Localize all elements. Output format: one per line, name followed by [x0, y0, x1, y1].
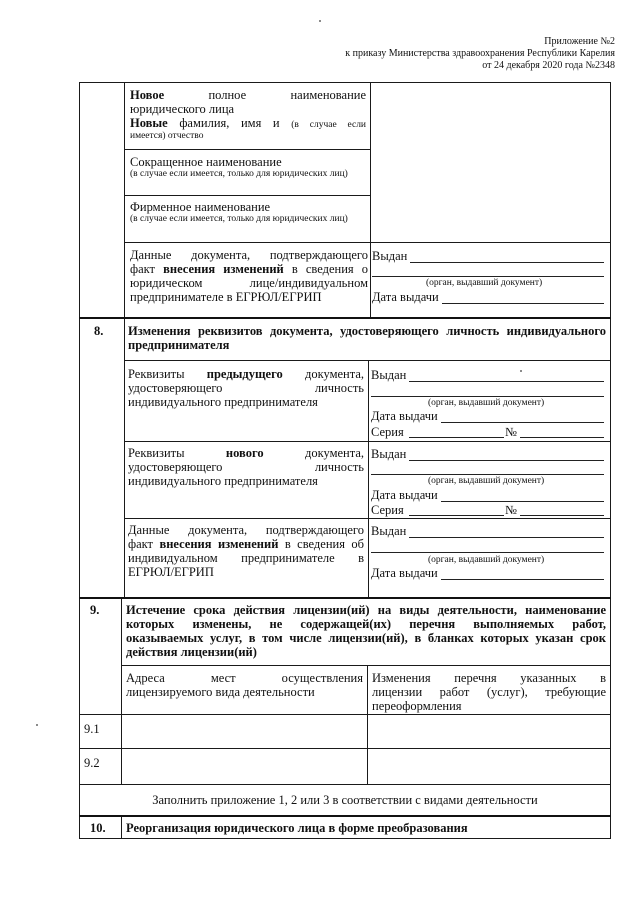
section-10-title: Реорганизация юридического лица в форме преобразования: [126, 821, 468, 835]
short-name-note: (в случае если имеется, только для юридических лиц): [130, 169, 348, 179]
s8-new-number-label: №: [505, 503, 517, 517]
scan-speck: [36, 724, 38, 726]
s8-new-number-field[interactable]: [520, 515, 604, 516]
prev-word3: документа,: [304, 367, 365, 381]
new-word3: документа,: [304, 446, 365, 460]
s7-doc-line2-bold: внесения изменений: [163, 262, 284, 276]
prev-line2-b: личность: [314, 381, 364, 395]
legal-entity-word: юридического лица: [130, 102, 235, 116]
s8-prev-issued-label: Выдан: [371, 368, 407, 382]
section-sep-10: [79, 815, 611, 817]
middle-divider-s8: [368, 360, 369, 598]
prev-line2-a: удостоверяющего: [128, 381, 223, 395]
full-word: полное: [208, 88, 247, 102]
new-line3: индивидуального предпринимателя: [128, 474, 318, 488]
prev-word1: Реквизиты: [128, 367, 185, 381]
s9-col2-d: в: [600, 671, 607, 685]
row-sep-s8-1: [124, 441, 611, 442]
section-sep-8: [79, 317, 611, 319]
s8-doc-line2-post: в сведения об: [278, 537, 364, 551]
s8-new-issuer-caption: (орган, выдавший документ): [428, 476, 545, 486]
s9-col2-h: требующие: [545, 685, 607, 699]
s8-prev-number-field[interactable]: [520, 437, 604, 438]
s7-issued-field-2[interactable]: [372, 276, 604, 277]
new-fio-bold: Новые: [130, 116, 168, 130]
s8-prev-issued-field[interactable]: [409, 381, 604, 382]
s7-doc-line2-pre: факт: [130, 262, 164, 276]
table-border-top: [79, 82, 611, 83]
s8-doc-line4: ЕГРЮЛ/ЕГРИП: [128, 565, 214, 579]
row-9-2-address-cell[interactable]: [122, 749, 366, 783]
new-line2-a: удостоверяющего: [128, 460, 223, 474]
short-name-label: [130, 155, 368, 180]
s8-doc-issued-field[interactable]: [409, 537, 604, 538]
s9-col2-a: Изменения: [372, 671, 431, 685]
scan-speck: [520, 370, 522, 372]
s9-col2-e: лицензии: [372, 685, 423, 699]
s9-col1-b: мест: [210, 671, 236, 685]
s8-doc-line3-a: индивидуальном: [128, 551, 218, 565]
s7-document-label: [130, 248, 368, 304]
s8-doc-line3-c: в: [358, 551, 365, 565]
row-sep-s8-title: [124, 360, 611, 361]
order-date: от 24 декабря 2020 года №2348: [482, 60, 615, 71]
section-sep-9: [79, 597, 611, 599]
scan-speck: [319, 20, 321, 22]
s9-title-line3: оказываемых услуг, в том числе лицензии(ий), в бланках которых указан срок: [126, 631, 606, 645]
s8-doc-issued-label: Выдан: [371, 524, 407, 538]
prev-word2: предыдущего: [206, 367, 283, 381]
s7-issued-label: Выдан: [372, 249, 408, 263]
s8-title-line1: Изменения реквизитов документа, удостоверяющего личность индивидуального: [128, 324, 606, 338]
number-column-divider-s10: [121, 816, 122, 839]
s9-col1-a: Адреса: [126, 671, 165, 685]
s8-doc-date-field[interactable]: [441, 579, 604, 580]
s9-title-line4: действия лицензии(ий): [126, 645, 257, 659]
s9-col2-line3: переоформления: [372, 699, 462, 713]
s8-doc-date-label: Дата выдачи: [371, 566, 438, 580]
brand-name-text: Фирменное наименование: [130, 200, 271, 214]
row-sep-s9-title: [121, 665, 611, 666]
s7-doc-line4: предпринимателе в ЕГРЮЛ/ЕГРИП: [130, 290, 322, 304]
s8-new-date-label: Дата выдачи: [371, 488, 438, 502]
s8-doc-issuer-caption: (орган, выдавший документ): [428, 555, 545, 565]
s9-title-line1: Истечение срока действия лицензии(ий) на виды деятельности, наименование: [126, 603, 606, 617]
row-9-2-number: 9.2: [84, 756, 100, 770]
s8-prev-date-field[interactable]: [441, 422, 604, 423]
s8-prev-number-label: №: [505, 425, 517, 439]
s9-col1-c: осуществления: [281, 671, 363, 685]
number-column-divider-top: [124, 82, 125, 598]
middle-divider-s7: [370, 82, 371, 318]
s8-prev-series-label: Серия: [371, 425, 404, 439]
brand-name-note: (в случае если имеется, только для юридических лиц): [130, 214, 348, 224]
s9-col2-b: перечня: [454, 671, 497, 685]
s7-issuer-caption: (орган, выдавший документ): [426, 278, 543, 288]
short-name-text: Сокращенное наименование: [130, 155, 282, 169]
s7-date-field[interactable]: [442, 303, 604, 304]
new-fio-note: (в случае если: [291, 120, 367, 130]
s8-new-date-field[interactable]: [441, 501, 604, 502]
s9-col1-line2: лицензируемого вида деятельности: [126, 685, 315, 699]
s8-prev-issuer-caption: (орган, выдавший документ): [428, 398, 545, 408]
order-reference: к приказу Министерства здравоохранения Республики Карелия: [345, 48, 615, 59]
new-full-name-label: [130, 88, 366, 142]
new-line2-b: личность: [314, 460, 364, 474]
s8-prev-date-label: Дата выдачи: [371, 409, 438, 423]
s8-title-line2: предпринимателя: [128, 338, 230, 352]
appendix-number: Приложение №2: [544, 36, 615, 47]
s7-issued-field[interactable]: [410, 262, 604, 263]
prev-document-label: [128, 367, 364, 409]
s8-doc-line3-b: предпринимателе: [241, 551, 335, 565]
row-sep-s7-1: [124, 149, 370, 150]
s9-footer-note: Заполнить приложение 1, 2 или 3 в соответствии с видами деятельности: [152, 793, 538, 807]
s8-new-issued-label: Выдан: [371, 447, 407, 461]
s7-doc-line1: Данные документа, подтверждающего: [130, 248, 368, 262]
row-sep-s7-2: [124, 195, 370, 196]
section-9-number: 9.: [90, 603, 100, 617]
row-9-1-number: 9.1: [84, 722, 100, 736]
row-sep-9-2-bottom: [79, 784, 611, 785]
s8-doc-line2-bold: внесения изменений: [159, 537, 279, 551]
s8-doc-line1: Данные документа, подтверждающего: [128, 523, 364, 537]
new-fio-line2: имеется) отчество: [130, 131, 204, 141]
s9-title-line2: которых изменены, не содержащей(их) перечня выполняемых работ,: [126, 617, 606, 631]
s8-new-issued-field-2[interactable]: [371, 474, 604, 475]
section-9-title: [126, 603, 606, 659]
s8-new-series-field[interactable]: [409, 515, 504, 516]
s8-document-label: [128, 523, 364, 579]
s9-col2-c: указанных: [520, 671, 577, 685]
section-8-title: [128, 324, 606, 352]
appendix-header: [345, 36, 615, 72]
table-border-left: [79, 82, 80, 839]
s8-new-issued-field[interactable]: [409, 460, 604, 461]
new-fio-rest: фамилия, имя и: [167, 116, 280, 130]
new-word2: нового: [225, 446, 264, 460]
s9-changes-header: [372, 671, 606, 713]
section-8-number: 8.: [94, 324, 104, 338]
row-sep-s8-2: [124, 518, 611, 519]
s9-addresses-header: [126, 671, 363, 699]
row-9-1-changes-cell[interactable]: [368, 715, 609, 747]
s8-prev-issued-field-2[interactable]: [371, 396, 604, 397]
s8-new-series-label: Серия: [371, 503, 404, 517]
s8-prev-series-field[interactable]: [409, 437, 504, 438]
row-sep-s7-3: [124, 242, 611, 243]
brand-name-label: [130, 200, 368, 225]
s8-doc-issued-field-2[interactable]: [371, 552, 604, 553]
s8-doc-line2-pre: факт: [128, 537, 160, 551]
s9-col2-g: (услуг),: [486, 685, 528, 699]
s9-col2-f: работ: [439, 685, 470, 699]
row-9-2-changes-cell[interactable]: [368, 749, 609, 783]
new-word: Новое: [130, 88, 165, 102]
prev-line3: индивидуального предпринимателя: [128, 395, 318, 409]
s7-date-label: Дата выдачи: [372, 290, 439, 304]
section-10-number: 10.: [90, 821, 106, 835]
row-9-1-address-cell[interactable]: [122, 715, 366, 747]
s7-doc-line2-post: в сведения о: [283, 262, 368, 276]
table-border-right: [610, 82, 611, 839]
table-border-bottom: [79, 838, 611, 839]
name-word: наименование: [290, 88, 367, 102]
new-word1: Реквизиты: [128, 446, 185, 460]
s7-doc-line3: юридическом лице/индивидуальном: [130, 276, 368, 290]
new-document-label: [128, 446, 364, 488]
